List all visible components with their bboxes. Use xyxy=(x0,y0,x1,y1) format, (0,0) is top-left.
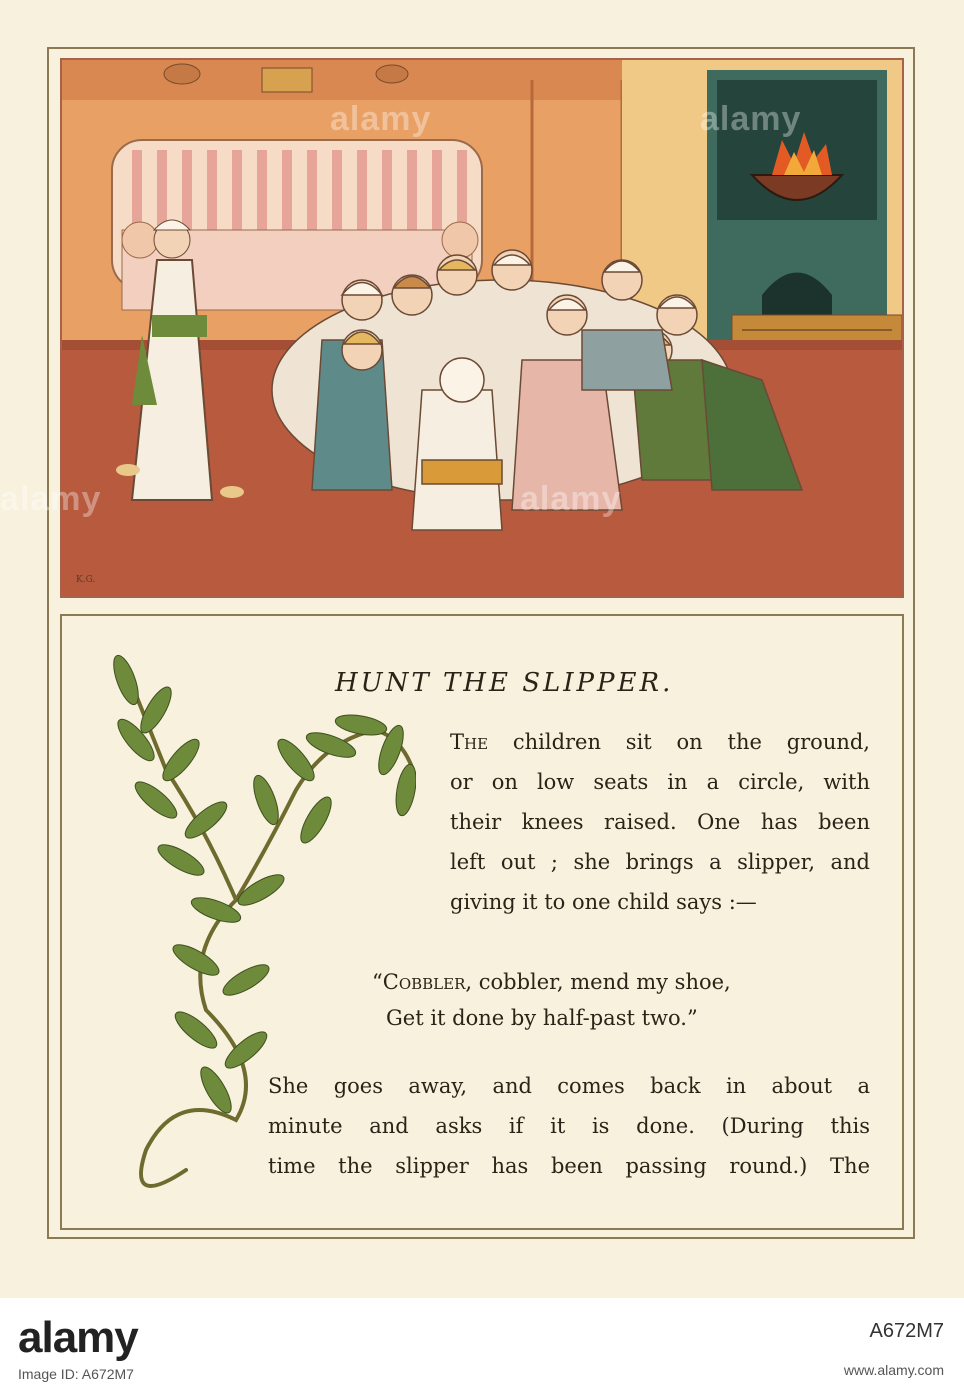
paragraph-1-lead: The xyxy=(450,730,489,754)
paragraph-1-line: or on low seats in a circle, with xyxy=(450,770,870,794)
watermark: alamy xyxy=(520,480,622,518)
paragraph-2-line: time the slipper has been passing round.) The xyxy=(268,1154,870,1178)
artist-monogram: K.G. xyxy=(76,575,96,585)
paragraph-1-line: giving it to one child says :— xyxy=(450,890,757,914)
footer-site: www.alamy.com xyxy=(843,1362,944,1378)
paragraph-1-line xyxy=(450,722,870,762)
verse xyxy=(372,964,731,1036)
verse-line-1-text: , cobbler, mend my shoe, xyxy=(465,970,731,994)
footer-image-id: Image ID: A672M7 xyxy=(18,1366,134,1382)
paragraph-1-line: their knees raised. One has been xyxy=(450,810,870,834)
illustration-scene xyxy=(62,60,902,596)
paragraph-1 xyxy=(450,722,870,922)
footer-bar xyxy=(0,1298,964,1390)
paragraph-2 xyxy=(268,1066,870,1186)
paragraph-1-line-text: children sit on the ground, xyxy=(488,730,870,754)
watermark: alamy xyxy=(330,100,432,138)
watermark: alamy xyxy=(0,480,102,518)
watermark: alamy xyxy=(700,100,802,138)
verse-line-1 xyxy=(372,964,731,1000)
verse-open-quote: “ xyxy=(372,970,383,994)
page-title: HUNT THE SLIPPER. xyxy=(335,668,674,698)
verse-lead: Cobbler xyxy=(382,970,466,994)
footer-code: A672M7 xyxy=(869,1320,944,1342)
paragraph-1-line: left out ; she brings a slipper, and xyxy=(450,850,870,874)
illustration xyxy=(60,58,904,598)
paragraph-2-line: She goes away, and comes back in about a xyxy=(268,1074,870,1098)
verse-line-2: Get it done by half-past two.” xyxy=(386,1006,698,1030)
footer-brand-logo: alamy xyxy=(18,1313,138,1362)
paragraph-2-line: minute and asks if it is done. (During this xyxy=(268,1114,870,1138)
